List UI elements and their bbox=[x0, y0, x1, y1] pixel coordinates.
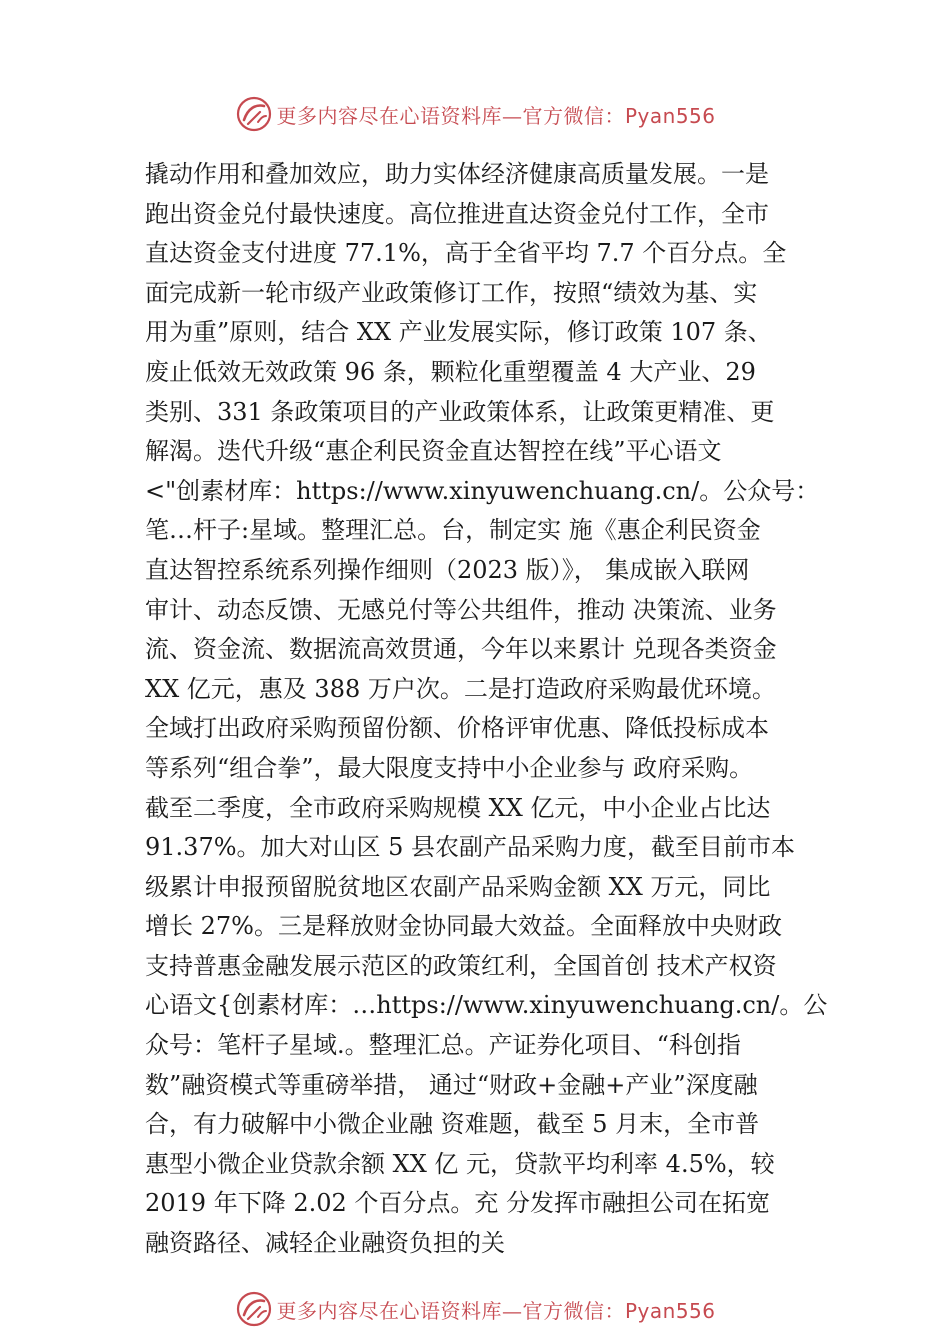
body-line: 融资路径、减轻企业融资负担的关 bbox=[145, 1229, 505, 1258]
header-banner bbox=[0, 92, 950, 136]
footer-banner-label: 更多内容尽在心语资料库—官方微信： bbox=[276, 1298, 625, 1323]
seal-logo-icon bbox=[234, 94, 274, 134]
body-line: 级累计申报预留脱贫地区农副产品采购金额 XX 万元，同比 bbox=[145, 872, 771, 901]
body-line: 直达智控系统系列操作细则（2023 版）》， 集成嵌入联网 bbox=[145, 555, 750, 584]
body-line: 跑出资金兑付最快速度。高位推进直达资金兑付工作，全市 bbox=[145, 199, 769, 228]
body-line: 增长 27%。三是释放财金协同最大效益。全面释放中央财政 bbox=[145, 912, 782, 941]
body-line: 心语文{创素材库：…https://www.xinyuwenchuang.cn/。公 bbox=[145, 991, 828, 1020]
body-line: 面完成新一轮市级产业政策修订工作，按照“绩效为基、实 bbox=[145, 278, 758, 307]
document-body bbox=[145, 155, 828, 1264]
body-line: 合，有力破解中小微企业融 资难题，截至 5 月末，全市普 bbox=[145, 1110, 760, 1139]
body-line: 支持普惠金融发展示范区的政策红利，全国首创 技术产权资 bbox=[145, 951, 777, 980]
body-line: 类别、331 条政策项目的产业政策体系，让政策更精准、更 bbox=[145, 397, 775, 426]
footer-banner bbox=[0, 1287, 950, 1331]
body-line: 流、资金流、数据流高效贯通，今年以来累计 兑现各类资金 bbox=[145, 635, 777, 664]
footer-banner-text bbox=[276, 1295, 715, 1324]
body-line: 等系列“组合拳”，最大限度支持中小企业参与 政府采购。 bbox=[145, 753, 754, 782]
body-line: 截至二季度，全市政府采购规模 XX 亿元，中小企业占比达 bbox=[145, 793, 771, 822]
body-line: 91.37%。加大对山区 5 县农副产品采购力度，截至目前市本 bbox=[145, 833, 796, 862]
header-banner-text bbox=[276, 100, 715, 129]
body-line: 审计、动态反馈、无感兑付等公共组件，推动 决策流、业务 bbox=[145, 595, 777, 624]
body-line: XX 亿元，惠及 388 万户次。二是打造政府采购最优环境。 bbox=[145, 674, 776, 703]
body-line: 用为重”原则，结合 XX 产业发展实际，修订政策 107 条、 bbox=[145, 318, 772, 347]
header-wechat-account: Pyan556 bbox=[624, 103, 716, 128]
body-line: 全域打出政府采购预留份额、价格评审优惠、降低投标成本 bbox=[145, 714, 769, 743]
body-line: 众号：笔杆子星域.。整理汇总。产证券化项目、“科创指 bbox=[145, 1031, 741, 1060]
body-line: 惠型小微企业贷款余额 XX 亿 元，贷款平均利率 4.5%，较 bbox=[145, 1149, 775, 1178]
body-line: 解渴。迭代升级“惠企利民资金直达智控在线”平心语文 bbox=[145, 437, 722, 466]
body-line: 数”融资模式等重磅举措， 通过“财政+金融+产业”深度融 bbox=[145, 1070, 758, 1099]
seal-logo-icon bbox=[234, 1289, 274, 1329]
body-line: 废止低效无效政策 96 条，颗粒化重塑覆盖 4 大产业、29 bbox=[145, 357, 756, 386]
body-line: 笔…杆子:星域。整理汇总。台，制定实 施《惠企利民资金 bbox=[145, 516, 761, 545]
header-banner-label: 更多内容尽在心语资料库—官方微信： bbox=[276, 103, 625, 128]
footer-wechat-account: Pyan556 bbox=[624, 1298, 716, 1323]
body-line: 直达资金支付进度 77.1%，高于全省平均 7.7 个百分点。全 bbox=[145, 239, 787, 268]
body-line: 2019 年下降 2.02 个百分点。充 分发挥市融担公司在拓宽 bbox=[145, 1189, 771, 1218]
body-line: <"创素材库：https://www.xinyuwenchuang.cn/。公众号： bbox=[145, 476, 820, 505]
body-line: 撬动作用和叠加效应，助力实体经济健康高质量发展。一是 bbox=[145, 160, 769, 188]
